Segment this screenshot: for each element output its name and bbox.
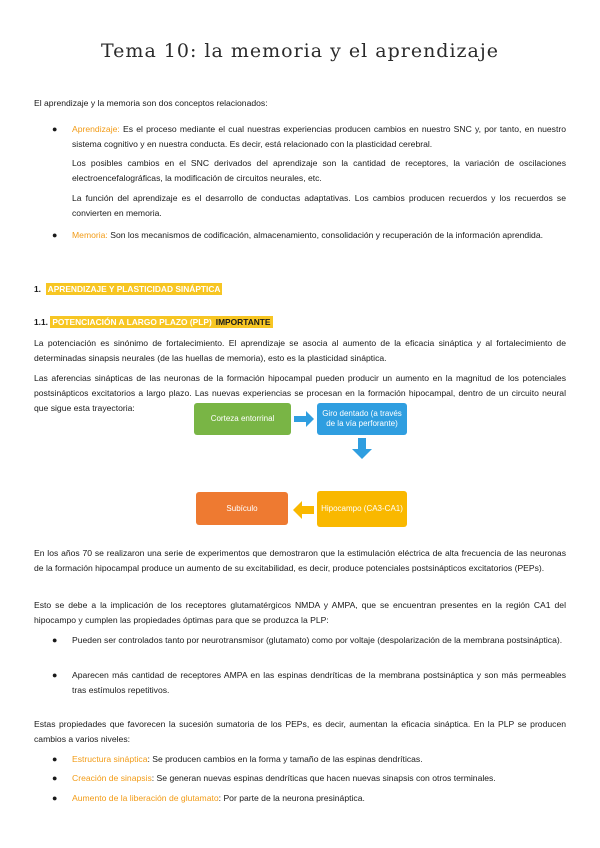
- paragraph-nmda-ampa: Esto se debe a la implicación de los receptores glutamatérgicos NMDA y AMPA, que se encuentran presentes en la región CA1 del hipocampo y cumplen las propiedades óptimas para que se produzca la PLP:: [34, 600, 566, 625]
- aprendizaje-text: Es el proceso mediante el cual nuestras experiencias producen cambios en nuestro SNC y, por tanto, en nuestro sistema cognitivo y en nuestra conducta. Es decir, está relacionado con la plasticidad cerebral.: [72, 124, 566, 149]
- page-title: Tema 10: la memoria y el aprendizaje: [100, 40, 500, 62]
- nivel-label: Creación de sinapsis: [72, 773, 152, 783]
- nivel-item: [72, 752, 566, 767]
- section-1-1-title: POTENCIACIÓN A LARGO PLAZO (PLP): [52, 317, 212, 327]
- aprendizaje-label: Aprendizaje:: [72, 124, 120, 134]
- memoria-text: Son los mecanismos de codificación, almacenamiento, consolidación y recuperación de la información aprendida.: [107, 230, 544, 240]
- nivel-label: Estructura sináptica: [72, 754, 148, 764]
- section-1-1-number: 1.1.: [34, 317, 48, 327]
- memoria-paragraph: [72, 228, 566, 243]
- bullet-dot: ●: [52, 754, 58, 764]
- section-1-1-heading: [34, 316, 273, 328]
- nivel-label: Aumento de la liberación de glutamato: [72, 793, 219, 803]
- paragraph-anos-70: En los años 70 se realizaron una serie de experimentos que demostraron que la estimulación eléctrica de alta frecuencia de las neuronas de la formación hipocampal produce un aumento de su excitabilidad, es decir, produce potenciales postsinápticos excitatorios (PEPs).: [34, 548, 566, 573]
- aprendizaje-paragraph: [72, 122, 566, 152]
- arrow-corteza-to-giro: [294, 411, 314, 427]
- arrow-hipocampo-to-subiculo: [293, 501, 314, 519]
- bullet-dot: ●: [52, 773, 58, 783]
- box-subiculo: Subículo: [196, 492, 288, 525]
- arrow-giro-to-hipocampo: [352, 438, 372, 459]
- bullet-dot: ●: [52, 124, 58, 134]
- property-2: Aparecen más cantidad de receptores AMPA en las espinas dendríticas de la membrana postsináptica y son más permeables tras estímulos repetitivos.: [72, 670, 566, 695]
- diagram-arrows: [190, 400, 420, 535]
- box-giro-dentado: Giro dentado (a través de la vía perforante): [317, 403, 407, 435]
- aprendizaje-paragraph-2: Los posibles cambios en el SNC derivados del aprendizaje son la cantidad de receptores, la variación de oscilaciones electroencefalográficas, la modificación de circuitos neurales, etc.: [72, 158, 566, 183]
- section-1-heading: [34, 283, 222, 295]
- section-1-title: APRENDIZAJE Y PLASTICIDAD SINÁPTICA: [47, 284, 221, 294]
- bullet-dot: ●: [52, 635, 58, 645]
- nivel-item: [72, 791, 566, 806]
- paragraph-sumatoria: Estas propiedades que favorecen la sucesión sumatoria de los PEPs, es decir, aumentan la eficacia sináptica. En la PLP se producen cambios a varios niveles:: [34, 719, 566, 744]
- plp-paragraph-1: La potenciación es sinónimo de fortalecimiento. El aprendizaje se asocia al aumento de la eficacia sináptica y al fortalecimiento de determinadas sinapsis neurales (de las huellas de memoria), esto es la plasticidad sináptica.: [34, 338, 566, 363]
- nivel-item: [72, 771, 566, 786]
- nivel-text: : Se producen cambios en la forma y tamaño de las espinas dendríticas.: [147, 754, 423, 764]
- bullet-dot: ●: [52, 670, 58, 680]
- nivel-text: : Se generan nuevas espinas dendríticas que hacen nuevas sinapsis con otros terminales.: [151, 773, 496, 783]
- intro-paragraph: El aprendizaje y la memoria son dos conceptos relacionados:: [34, 98, 268, 108]
- memoria-label: Memoria:: [72, 230, 108, 240]
- box-corteza-entorrinal: Corteza entorrinal: [194, 403, 291, 435]
- bullet-dot: ●: [52, 793, 58, 803]
- bullet-dot: ●: [52, 230, 58, 240]
- property-1: Pueden ser controlados tanto por neurotransmisor (glutamato) como por voltaje (despolarización de la membrana postsináptica).: [72, 635, 563, 645]
- aprendizaje-paragraph-3: La función del aprendizaje es el desarrollo de conductas adaptativas. Los cambios producen recuerdos y los recuerdos se convierten en memoria.: [72, 193, 566, 218]
- box-hipocampo: Hipocampo (CA3-CA1): [317, 491, 407, 527]
- important-tag: IMPORTANTE: [215, 317, 271, 327]
- nivel-text: : Por parte de la neurona presináptica.: [218, 793, 365, 803]
- section-1-number: 1.: [34, 284, 41, 294]
- plp-paragraph-2: Las aferencias sinápticas de las neuronas de la formación hipocampal pueden producir un aumento en la magnitud de los potenciales postsinápticos excitatorios a largo plazo. Las nuevas experiencias se procesan en la formación hipocampal, dentro de un circuito neural que sigue esta trayectoria:: [34, 373, 566, 413]
